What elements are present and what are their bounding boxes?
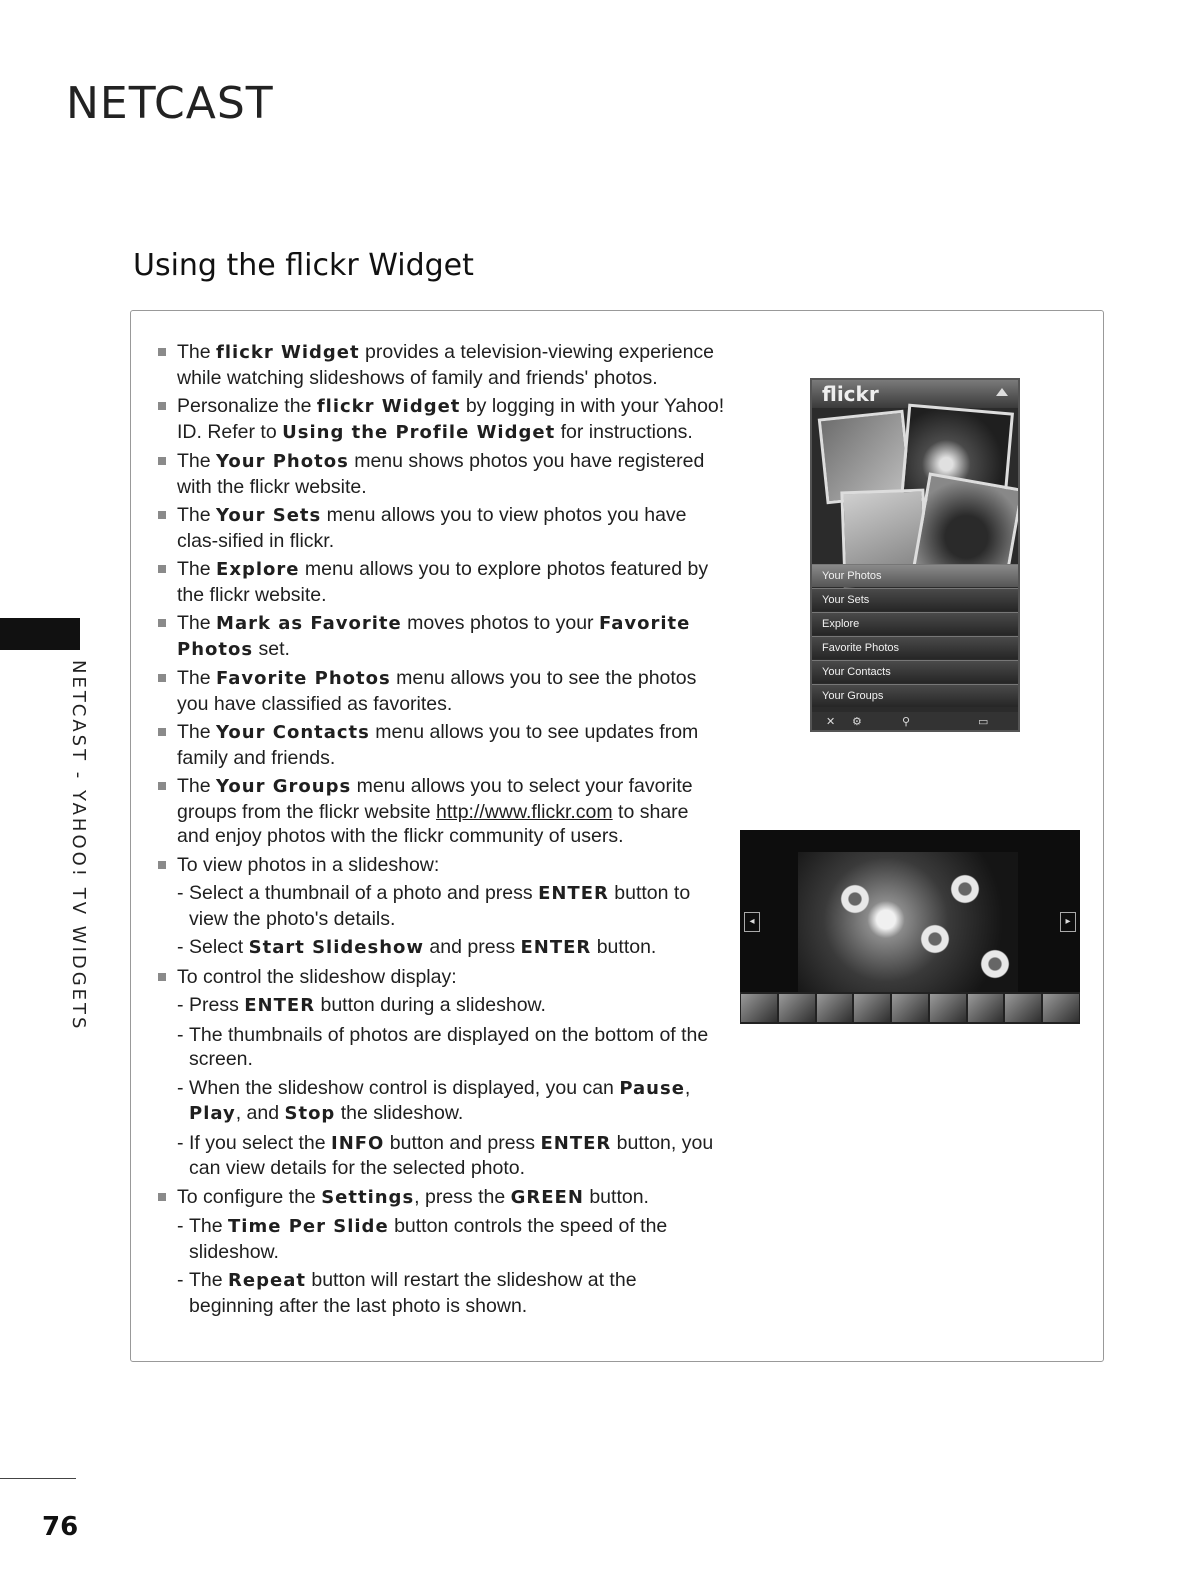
thumbnail[interactable] bbox=[930, 994, 966, 1022]
sub-item: - Press ENTER button during a slideshow. bbox=[177, 994, 546, 1016]
close-icon[interactable]: ✕ bbox=[826, 716, 836, 728]
thumbnail[interactable] bbox=[968, 994, 1004, 1022]
list-item: To configure the Settings, press the GREEN button. bbox=[155, 1185, 725, 1211]
thumbnail-strip bbox=[740, 992, 1080, 1024]
flower-shape bbox=[838, 882, 872, 916]
list-item: The Favorite Photos menu allows you to see the photos you have classified as favorites. bbox=[155, 666, 725, 716]
slideshow-photo bbox=[798, 852, 1018, 1002]
flickr-menu-screenshot bbox=[810, 378, 1020, 732]
exit-icon[interactable]: ▭ bbox=[978, 716, 989, 728]
list-item: Personalize the flickr Widget by logging in with your Yahoo! ID. Refer to Using the Profile Widget for instructions. bbox=[155, 394, 725, 445]
square-bullet-icon bbox=[158, 402, 166, 410]
gear-icon[interactable]: ⚙ bbox=[852, 716, 862, 728]
square-bullet-icon bbox=[158, 511, 166, 519]
list-item: The Your Contacts menu allows you to see updates from family and friends. bbox=[155, 720, 725, 770]
thumbnail[interactable] bbox=[779, 994, 815, 1022]
thumbnail[interactable] bbox=[892, 994, 928, 1022]
thumbnail[interactable] bbox=[1005, 994, 1041, 1022]
square-bullet-icon bbox=[158, 973, 166, 981]
flickr-link[interactable]: http://www.flickr.com bbox=[436, 800, 613, 823]
square-bullet-icon bbox=[158, 861, 166, 869]
square-bullet-icon bbox=[158, 674, 166, 682]
menu-item-your-photos[interactable]: Your Photos bbox=[812, 564, 1018, 587]
square-bullet-icon bbox=[158, 348, 166, 356]
sub-item: - The thumbnails of photos are displayed on the bottom of the screen. bbox=[177, 1023, 709, 1070]
list-item: The Your Photos menu shows photos you have registered with the flickr website. bbox=[155, 449, 725, 499]
flower-shape bbox=[978, 947, 1012, 981]
menu-item-explore[interactable]: Explore bbox=[812, 612, 1018, 635]
sub-item: - If you select the INFO button and press ENTER button, you can view details for the selected photo. bbox=[177, 1131, 714, 1179]
flickr-logo: flickr bbox=[822, 382, 879, 406]
sub-item: - Select Start Slideshow and press ENTER button. bbox=[177, 936, 657, 958]
square-bullet-icon bbox=[158, 457, 166, 465]
search-icon[interactable]: ⚲ bbox=[902, 716, 911, 728]
menu-item-your-contacts[interactable]: Your Contacts bbox=[812, 660, 1018, 683]
slideshow-screenshot bbox=[740, 830, 1080, 1024]
side-tab-label: NETCAST - YAHOO! TV WIDGETS bbox=[68, 660, 89, 1032]
side-tab-marker bbox=[0, 618, 80, 650]
square-bullet-icon bbox=[158, 782, 166, 790]
menu-item-your-groups[interactable]: Your Groups bbox=[812, 684, 1018, 707]
sub-item: - The Repeat button will restart the slideshow at the beginning after the last photo is shown. bbox=[177, 1269, 637, 1317]
square-bullet-icon bbox=[158, 565, 166, 573]
sub-item: - When the slideshow control is displayed, you can Pause, Play, and Stop the slideshow. bbox=[177, 1076, 691, 1124]
menu-item-favorite-photos[interactable]: Favorite Photos bbox=[812, 636, 1018, 659]
section-title: Using the flickr Widget bbox=[133, 248, 474, 283]
thumbnail[interactable] bbox=[741, 994, 777, 1022]
thumbnail[interactable] bbox=[1043, 994, 1079, 1022]
thumbnail[interactable] bbox=[817, 994, 853, 1022]
instructions-list bbox=[155, 340, 725, 1322]
list-item: The Mark as Favorite moves photos to your Favorite Photos set. bbox=[155, 611, 725, 662]
square-bullet-icon bbox=[158, 1193, 166, 1201]
flower-shape bbox=[948, 872, 982, 906]
list-item: To control the slideshow display: bbox=[155, 965, 725, 990]
flickr-bottom-bar bbox=[812, 712, 1018, 730]
list-item: The Explore menu allows you to explore photos featured by the flickr website. bbox=[155, 557, 725, 607]
flower-shape bbox=[918, 922, 952, 956]
square-bullet-icon bbox=[158, 728, 166, 736]
list-item: The Your Sets menu allows you to view photos you have clas-sified in flickr. bbox=[155, 503, 725, 553]
sub-item: - Select a thumbnail of a photo and press ENTER button to view the photo's details. bbox=[177, 882, 691, 930]
sub-item: - The Time Per Slide button controls the speed of the slideshow. bbox=[177, 1215, 668, 1263]
side-tab bbox=[68, 660, 91, 1032]
chapter-title: NETCAST bbox=[66, 78, 274, 129]
list-item: To view photos in a slideshow: bbox=[155, 853, 725, 878]
page-number: 76 bbox=[42, 1512, 79, 1542]
flickr-menu bbox=[812, 564, 1018, 708]
square-bullet-icon bbox=[158, 619, 166, 627]
thumbnail[interactable] bbox=[854, 994, 890, 1022]
list-item: The flickr Widget provides a television-viewing experience while watching slideshows of family and friends' photos. bbox=[155, 340, 725, 390]
home-icon[interactable] bbox=[996, 388, 1008, 396]
menu-item-your-sets[interactable]: Your Sets bbox=[812, 588, 1018, 611]
previous-arrow-icon[interactable]: ◂ bbox=[744, 912, 760, 932]
page-rule bbox=[0, 1478, 76, 1479]
list-item: The Your Groups menu allows you to select your favorite groups from the flickr website http://www.flickr.com to share and enjoy photos with the flickr community of users. bbox=[155, 774, 725, 849]
next-arrow-icon[interactable]: ▸ bbox=[1060, 912, 1076, 932]
